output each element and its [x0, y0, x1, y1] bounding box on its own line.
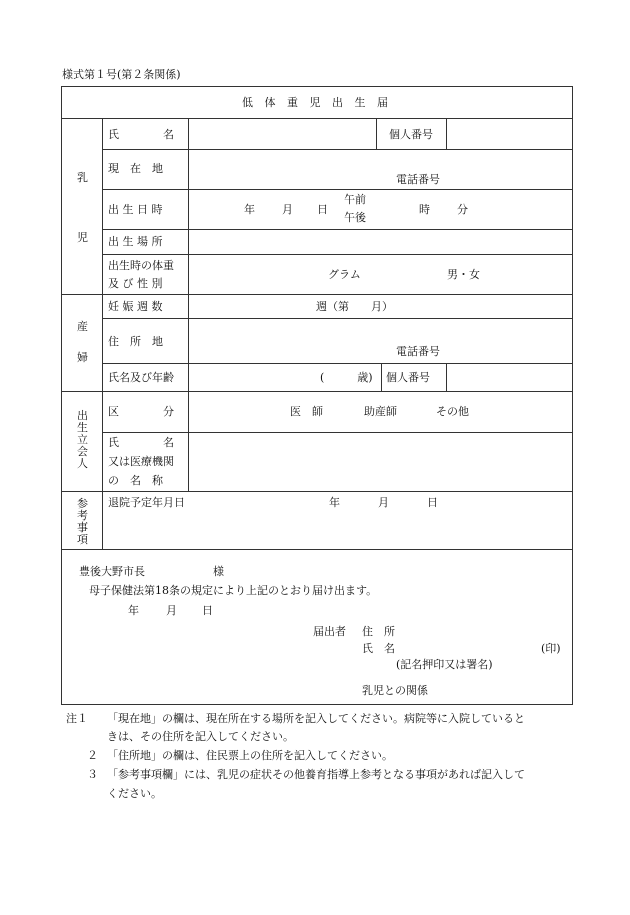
attendant-name-field[interactable]	[189, 433, 572, 490]
mother-group-label-1: 産	[77, 320, 88, 333]
discharge-year-label: 年	[329, 496, 340, 509]
footnote-1-number: 注１	[66, 712, 88, 725]
infant-address-label: 現 在 地	[108, 162, 163, 175]
pregnancy-weeks-value: 週（第 月）	[316, 300, 393, 313]
declaration-statement: 母子保健法第18条の規定により上記のとおり届け出ます。	[89, 584, 378, 597]
mother-age-value: ( 歳)	[320, 371, 373, 384]
option-other[interactable]: その他	[436, 405, 469, 418]
applicant-label: 届出者	[313, 625, 346, 638]
form-title: 低 体 重 児 出 生 届	[242, 96, 392, 109]
addressee-label: 豊後大野市長	[79, 565, 145, 578]
form-number-label: 様式第１号(第２条関係)	[62, 68, 181, 81]
birth-datetime-label: 出 生 日 時	[108, 203, 163, 216]
infant-group-label-1: 乳	[77, 171, 88, 184]
notes-field[interactable]	[103, 511, 572, 548]
attendant-group-label-5: 人	[77, 457, 88, 470]
notes-group-label-4: 項	[77, 533, 88, 546]
declaration-month-label: 月	[166, 604, 177, 617]
sex-options-label: 男・女	[447, 268, 480, 281]
birth-minute-label: 分	[457, 203, 468, 216]
footnote-1-line-2: きは、その住所を記入してください。	[107, 730, 294, 743]
birth-day-label: 日	[317, 203, 328, 216]
footnote-3-line-1: 「参考事項欄」には、乳児の症状その他養育指導上参考となる事項があれば記入して	[107, 768, 525, 781]
birth-year-label: 年	[244, 203, 255, 216]
birth-place-field[interactable]	[189, 230, 572, 253]
attendant-name-label-3: の 名 称	[108, 474, 163, 487]
seal-label: (印)	[541, 642, 561, 655]
option-midwife[interactable]: 助産師	[364, 405, 397, 418]
footnote-2-number: ２	[87, 749, 98, 762]
mother-phone-label: 電話番号	[396, 345, 440, 358]
infant-group-label-2: 児	[77, 231, 88, 244]
birth-am-label: 午前	[344, 193, 366, 206]
seal-note-label: (記名押印又は署名)	[396, 658, 493, 671]
infant-name-label: 氏 名	[108, 128, 174, 141]
birth-pm-label: 午後	[344, 211, 366, 224]
footnote-3-number: ３	[87, 768, 98, 781]
mother-address-field[interactable]	[189, 319, 572, 362]
attendant-group-label-2: 生	[77, 421, 88, 434]
attendant-name-label-1: 氏 名	[108, 436, 174, 449]
mother-group-label-2: 婦	[77, 351, 88, 364]
addressee-sama-label: 様	[213, 565, 224, 578]
pregnancy-weeks-label: 妊 娠 週 数	[108, 300, 163, 313]
relation-label: 乳児との関係	[362, 684, 428, 697]
weight-sex-field[interactable]	[189, 255, 572, 293]
discharge-date-label: 退院予定年月日	[108, 496, 185, 509]
notes-group-label-3: 事	[77, 521, 88, 534]
applicant-address-label: 住 所	[362, 625, 395, 638]
infant-name-field[interactable]	[189, 119, 375, 148]
mother-my-number-label: 個人番号	[386, 371, 430, 384]
discharge-day-label: 日	[427, 496, 438, 509]
footnote-3-line-2: ください。	[107, 787, 162, 800]
mother-name-age-label: 氏名及び年齢	[108, 371, 174, 384]
footnote-2-line-1: 「住所地」の欄は、住民票上の住所を記入してください。	[107, 749, 393, 762]
notes-group-label-1: 参	[77, 497, 88, 510]
attendant-group-label-1: 出	[77, 409, 88, 422]
weight-sex-label-1: 出生時の体重	[108, 259, 174, 272]
attendant-name-label-2: 又は医療機関	[108, 455, 174, 468]
attendant-group-label-3: 立	[77, 433, 88, 446]
applicant-name-label: 氏 名	[362, 642, 395, 655]
infant-address-field[interactable]	[189, 150, 572, 188]
footnote-1-line-1: 「現在地」の欄は、現在所在する場所を記入してください。病院等に入院していると	[107, 712, 525, 725]
attendant-category-label: 区 分	[108, 405, 174, 418]
notes-group-label-2: 考	[77, 509, 88, 522]
infant-phone-label: 電話番号	[396, 173, 440, 186]
birth-hour-label: 時	[419, 203, 430, 216]
option-doctor[interactable]: 医 師	[290, 405, 323, 418]
declaration-day-label: 日	[202, 604, 213, 617]
mother-my-number-field[interactable]	[447, 364, 572, 390]
infant-my-number-field[interactable]	[447, 119, 572, 148]
attendant-group-label-4: 会	[77, 445, 88, 458]
birth-place-label: 出 生 場 所	[108, 235, 163, 248]
discharge-month-label: 月	[378, 496, 389, 509]
declaration-year-label: 年	[128, 604, 139, 617]
weight-sex-label-2: 及 び 性 別	[108, 277, 163, 290]
birth-month-label: 月	[282, 203, 293, 216]
weight-gram-label: グラム	[328, 268, 361, 281]
mother-address-label: 住 所 地	[108, 335, 163, 348]
infant-my-number-label: 個人番号	[389, 128, 433, 141]
